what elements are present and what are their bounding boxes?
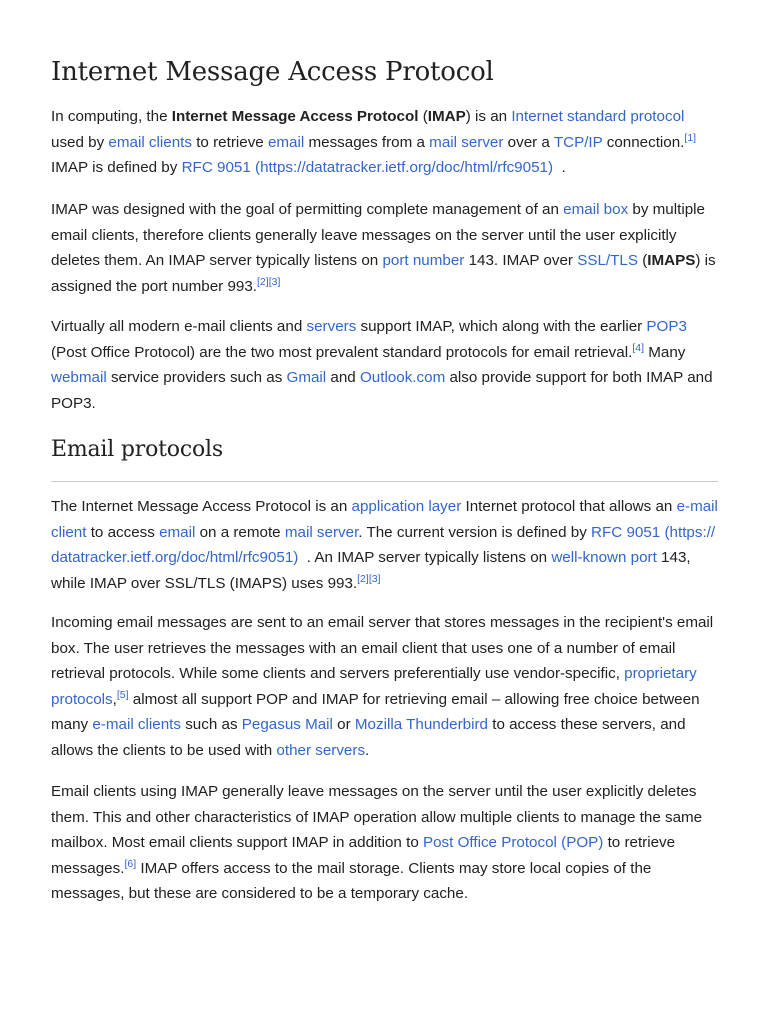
link-e-mail-clients[interactable]: e-mail clients [92, 716, 181, 733]
intro-paragraph-3 [51, 314, 719, 416]
link-email-box[interactable]: email box [563, 201, 629, 218]
link-port-number[interactable]: port number [382, 252, 465, 269]
citation [257, 276, 280, 288]
text: to retrieve [191, 133, 268, 151]
text: In computing, the [51, 108, 172, 125]
text: such as [180, 716, 242, 733]
citation-link[interactable]: [6] [124, 857, 137, 870]
text: to retrieve messages. [51, 834, 676, 877]
link-pop3[interactable]: POP3 [646, 318, 687, 335]
citation-link[interactable]: [3] [268, 275, 281, 288]
citation-link[interactable]: [5] [116, 688, 129, 701]
link-other-servers[interactable]: other servers [276, 741, 366, 759]
intro-paragraph-1 [51, 104, 719, 181]
text: 143. IMAP over [464, 252, 578, 269]
text: Internet protocol that allows an [461, 498, 677, 515]
text: Incoming email messages are sent to an email server that stores messages in the recipient's email box. The user retrieves the messages with an email client that uses one of a number of email retrieval protocols. While some clients and servers preferentially use vendor-specific, [51, 614, 714, 682]
text: on a remote [195, 523, 285, 541]
bold-term: IMAPS [647, 252, 696, 269]
text: . An IMAP server typically listens on [302, 549, 552, 566]
text: ( [418, 108, 428, 125]
link-rfc-9051[interactable]: RFC 9051 [181, 159, 251, 176]
text: ) is assigned the port number 993. [51, 252, 716, 295]
text: IMAP offers access to the mail storage. Clients may store local copies of the messages, but these are considered to be a temporary cache. [51, 859, 652, 902]
link-webmail[interactable]: webmail [51, 369, 107, 386]
text: . [365, 741, 370, 759]
text: IMAP was designed with the goal of permitting complete management of an [51, 201, 564, 218]
link-tcp-ip[interactable]: TCP/IP [553, 133, 603, 151]
text: ( [637, 252, 648, 269]
text: . The current version is defined by [358, 523, 592, 541]
citation-link[interactable]: [4] [632, 341, 645, 354]
link-email-clients[interactable]: email clients [108, 133, 192, 151]
text: service providers such as [106, 369, 287, 386]
link-email[interactable]: email [267, 133, 305, 151]
link-well-known-port[interactable]: well-known port [551, 549, 657, 566]
link-rfc-9051[interactable]: RFC 9051 [591, 523, 661, 541]
link-e-mail-client[interactable]: e-mail client [51, 498, 718, 541]
text: IMAP is defined by [51, 159, 182, 176]
text: almost all support POP and IMAP for retrieving email – allowing free choice between many [51, 690, 700, 733]
link-rfc-9051-url[interactable]: (https://datatracker.ietf.org/doc/html/rfc9051) [51, 523, 716, 566]
text: 143, while IMAP over SSL/TLS (IMAPS) uses 993. [51, 549, 691, 592]
text: , [112, 690, 117, 708]
link-servers[interactable]: servers [306, 318, 357, 335]
text: ) is an [465, 108, 512, 125]
link-internet-standard-protocol[interactable]: Internet standard protocol [511, 108, 685, 125]
text: to access these servers, and allows the clients to be used with [51, 716, 686, 759]
text: The Internet Message Access Protocol is an [51, 498, 352, 515]
citation [124, 858, 136, 870]
link-ssl-tls[interactable]: SSL/TLS [577, 252, 638, 269]
citation [632, 342, 644, 354]
text: connection. [602, 133, 685, 151]
citation-link[interactable]: [2] [257, 275, 269, 288]
text: used by [51, 133, 109, 151]
section-paragraph-3 [51, 779, 719, 907]
link-mail-server[interactable]: mail server [284, 523, 359, 541]
text: . [557, 159, 566, 176]
citation-link[interactable]: [2] [357, 572, 369, 585]
text: support IMAP, which along with the earlier [356, 318, 647, 335]
citation [117, 689, 129, 701]
citation-link[interactable]: [3] [368, 572, 381, 585]
link-outlook-com[interactable]: Outlook.com [359, 369, 446, 386]
bold-term: IMAP [427, 108, 466, 125]
text: messages from a [304, 133, 430, 151]
section-divider [51, 481, 718, 482]
link-gmail[interactable]: Gmail [286, 369, 327, 386]
link-proprietary-protocols[interactable]: proprietary protocols [51, 665, 697, 708]
citation [684, 132, 696, 144]
intro-paragraph-2 [51, 197, 719, 299]
text: also provide support for both IMAP and POP3. [51, 369, 713, 412]
section-paragraph-2 [51, 610, 719, 763]
link-pegasus-mail[interactable]: Pegasus Mail [241, 716, 333, 733]
link-post-office-protocol[interactable]: Post Office Protocol (POP) [422, 834, 604, 851]
text: over a [503, 133, 554, 151]
text: or [332, 716, 355, 733]
link-mail-server[interactable]: mail server [429, 133, 504, 151]
link-email[interactable]: email [159, 523, 196, 541]
text: and [326, 369, 360, 386]
text: to access [86, 523, 160, 541]
section-paragraph-1 [51, 494, 719, 596]
text: Email clients using IMAP generally leave messages on the server until the user explicitly deletes them. This and other characteristics of IMAP operation allow multiple clients to manage the same mailbox. Most email clients support IMAP in addition to [51, 783, 703, 851]
page-title: Internet Message Access Protocol [51, 57, 494, 87]
bold-term: Internet Message Access Protocol [171, 108, 419, 125]
citation-link[interactable]: [1] [684, 131, 697, 144]
link-mozilla-thunderbird[interactable]: Mozilla Thunderbird [354, 716, 488, 733]
text: by multiple email clients, therefore clients generally leave messages on the server until the user explicitly deletes them. An IMAP server typically listens on [51, 201, 705, 269]
citation [357, 573, 380, 585]
text: (Post Office Protocol) are the two most prevalent standard protocols for email retrieval. [51, 343, 633, 361]
link-application-layer[interactable]: application layer [351, 498, 462, 515]
link-rfc-9051-url[interactable]: (https://datatracker.ietf.org/doc/html/rfc9051) [255, 159, 554, 176]
text: Virtually all modern e-mail clients and [51, 318, 307, 335]
section-heading: Email protocols [51, 437, 223, 462]
text: Many [644, 343, 686, 361]
